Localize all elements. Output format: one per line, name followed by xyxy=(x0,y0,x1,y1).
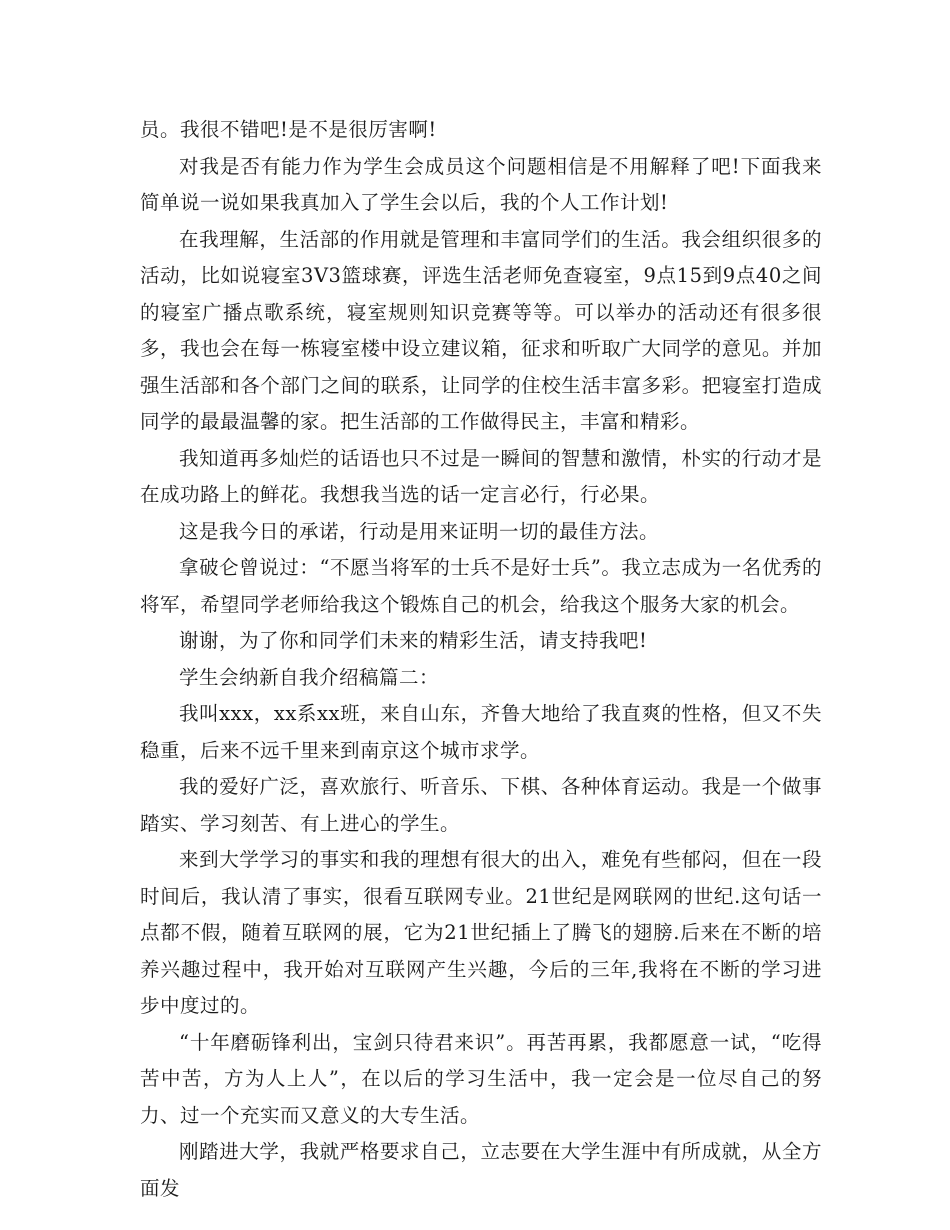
paragraph-10: 我的爱好广泛，喜欢旅行、听音乐、下棋、各种体育运动。我是一个做事踏实、学习刻苦、有上进心的学生。 xyxy=(140,775,822,835)
section-heading: 学生会纳新自我介绍稿篇二： xyxy=(179,665,440,689)
paragraph-13: 刚踏进大学，我就严格要求自己，立志要在大学生涯中有所成就，从全方面发 xyxy=(140,1140,822,1200)
paragraph-12: “十年磨砺锋利出，宝剑只待君来识”。再苦再累，我都愿意一试，“吃得苦中苦，方为人上人”，在以后的学习生活中，我一定会是一位尽自己的努力、过一个充实而又意义的大专生活。 xyxy=(140,1030,822,1127)
paragraph-1: 员。我很不错吧!是不是很厉害啊! xyxy=(140,118,437,141)
document-body xyxy=(140,112,822,1207)
paragraph-6: 拿破仑曾说过：“不愿当将军的士兵不是好士兵”。我立志成为一名优秀的将军，希望同学老师给我这个锻炼自己的机会，给我这个服务大家的机会。 xyxy=(140,556,822,616)
paragraph-2: 对我是否有能力作为学生会成员这个问题相信是不用解释了吧!下面我来简单说一说如果我真加入了学生会以后，我的个人工作计划! xyxy=(140,154,822,214)
paragraph-11: 来到大学学习的事实和我的理想有很大的出入，难免有些郁闷，但在一段时间后，我认清了事实，很看互联网专业。21世纪是网联网的世纪.这句话一点都不假，随着互联网的展，它为21世纪插上了腾飞的翅膀.后来在不断的培养兴趣过程中，我开始对互联网产生兴趣，今后的三年,我将在不断的学习进步中度过的。 xyxy=(140,848,822,1017)
paragraph-4: 我知道再多灿烂的话语也只不过是一瞬间的智慧和激情，朴实的行动才是在成功路上的鲜花。我想我当选的话一定言必行，行必果。 xyxy=(140,446,822,506)
paragraph-7: 谢谢，为了你和同学们未来的精彩生活，请支持我吧! xyxy=(179,629,648,652)
paragraph-3: 在我理解，生活部的作用就是管理和丰富同学们的生活。我会组织很多的活动，比如说寝室3V3篮球赛，评选生活老师免查寝室，9点15到9点40之间的寝室广播点歌系统，寝室规则知识竞赛等等。可以举办的活动还有很多很多，我也会在每一栋寝室楼中设立建议箱，征求和听取广大同学的意见。并加强生活部和各个部门之间的联系，让同学的住校生活丰富多彩。把寝室打造成同学的最最温馨的家。把生活部的工作做得民主，丰富和精彩。 xyxy=(140,227,822,433)
paragraph-5: 这是我今日的承诺，行动是用来证明一切的最佳方法。 xyxy=(179,519,660,543)
paragraph-9: 我叫xxx，xx系xx班，来自山东，齐鲁大地给了我直爽的性格，但又不失稳重，后来不远千里来到南京这个城市求学。 xyxy=(140,702,822,762)
